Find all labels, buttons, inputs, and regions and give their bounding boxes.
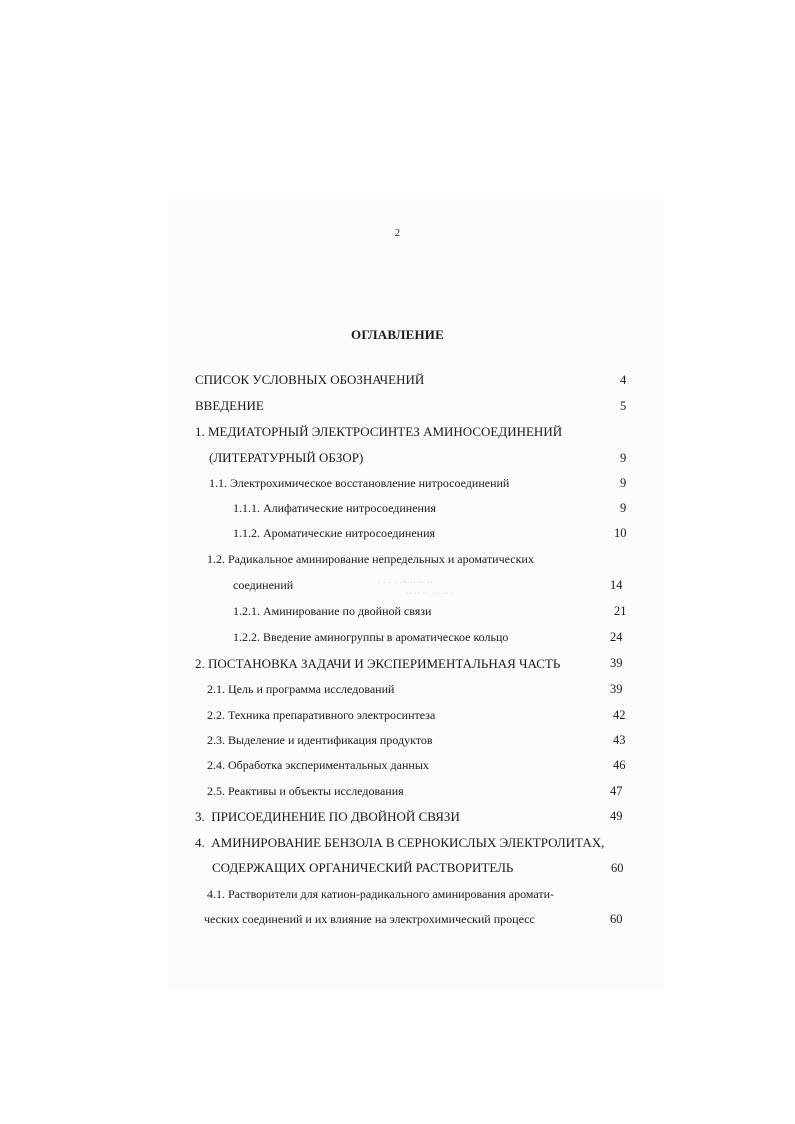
toc-page-2-5: 47 bbox=[610, 784, 623, 798]
toc-entry-chapter-1-cont: (ЛИТЕРАТУРНЫЙ ОБЗОР) bbox=[209, 450, 364, 465]
toc-page-chapter-1: 9 bbox=[620, 451, 627, 465]
toc-page-chapter-2: 39 bbox=[610, 656, 623, 670]
toc-page-1-1: 9 bbox=[620, 476, 627, 490]
toc-entry-1-2: 1.2. Радикальное аминирование непредельных и ароматических bbox=[207, 552, 534, 566]
toc-entry-introduction: ВВЕДЕНИЕ bbox=[195, 398, 264, 413]
toc-page-2-3: 43 bbox=[613, 733, 626, 747]
toc-page-2-2: 42 bbox=[613, 708, 626, 722]
page-title: ОГЛАВЛЕНИЕ bbox=[351, 327, 444, 342]
toc-entry-1-1-1: 1.1.1. Алифатические нитросоединения bbox=[233, 501, 436, 515]
toc-entry-chapter-4: 4. АМИНИРОВАНИЕ БЕНЗОЛА В СЕРНОКИСЛЫХ ЭЛЕКТРОЛИТАХ, bbox=[195, 835, 605, 850]
toc-entry-1-1: 1.1. Электрохимическое восстановление нитросоединений bbox=[209, 476, 510, 490]
toc-entry-chapter-2: 2. ПОСТАНОВКА ЗАДАЧИ И ЭКСПЕРИМЕНТАЛЬНАЯ ЧАСТЬ bbox=[195, 656, 561, 671]
toc-entry-2-4: 2.4. Обработка экспериментальных данных bbox=[207, 758, 429, 772]
toc-entry-4-1-cont: ческих соединений и их влияние на электрохимический процесс bbox=[204, 912, 535, 926]
toc-entry-1-2-2: 1.2.2. Введение аминогруппы в ароматическое кольцо bbox=[233, 630, 509, 644]
toc-entry-4-1: 4.1. Растворители для катион-радикального аминирования аромати- bbox=[207, 887, 555, 901]
toc-entry-2-2: 2.2. Техника препаративного электросинтеза bbox=[207, 708, 436, 722]
toc-entry-1-2-1: 1.2.1. Аминирование по двойной связи bbox=[233, 604, 432, 618]
toc-entry-abbreviations: СПИСОК УСЛОВНЫХ ОБОЗНАЧЕНИЙ bbox=[195, 372, 425, 387]
toc-page-chapter-4: 60 bbox=[611, 861, 624, 875]
toc-page-2-4: 46 bbox=[613, 758, 626, 772]
toc-entry-1-1-2: 1.1.2. Ароматические нитросоединения bbox=[233, 526, 436, 540]
toc-entry-2-5: 2.5. Реактивы и объекты исследования bbox=[207, 784, 404, 798]
toc-entry-chapter-1: 1. МЕДИАТОРНЫЙ ЭЛЕКТРОСИНТЕЗ АМИНОСОЕДИНЕНИЙ bbox=[195, 424, 563, 439]
scan-noise: · · · · ·~··· ·· ·· bbox=[378, 580, 434, 586]
toc-entry-2-3: 2.3. Выделение и идентификация продуктов bbox=[207, 733, 433, 747]
toc-page-abbreviations: 4 bbox=[620, 373, 627, 387]
toc-entry-chapter-4-cont: СОДЕРЖАЩИХ ОРГАНИЧЕСКИЙ РАСТВОРИТЕЛЬ bbox=[212, 860, 514, 875]
toc-entry-chapter-3: 3. ПРИСОЕДИНЕНИЕ ПО ДВОЙНОЙ СВЯЗИ bbox=[195, 809, 460, 824]
toc-page-1-1-1: 9 bbox=[620, 501, 627, 515]
page-number: 2 bbox=[395, 228, 400, 239]
toc-entry-1-2-cont: соединений bbox=[233, 578, 294, 592]
scan-noise: ·· ·· ·· ··· ·· · bbox=[406, 591, 455, 597]
toc-page-2-1: 39 bbox=[610, 682, 623, 696]
toc-entry-2-1: 2.1. Цель и программа исследований bbox=[207, 682, 395, 696]
toc-page-1-2-1: 21 bbox=[614, 604, 627, 618]
toc-page-4-1: 60 bbox=[610, 912, 623, 926]
toc-page-1-2-2: 24 bbox=[610, 630, 623, 644]
toc-page-1-2: 14 bbox=[610, 578, 623, 592]
toc-page-chapter-3: 49 bbox=[610, 809, 623, 823]
toc-page-introduction: 5 bbox=[620, 399, 627, 413]
toc-page-1-1-2: 10 bbox=[614, 526, 627, 540]
